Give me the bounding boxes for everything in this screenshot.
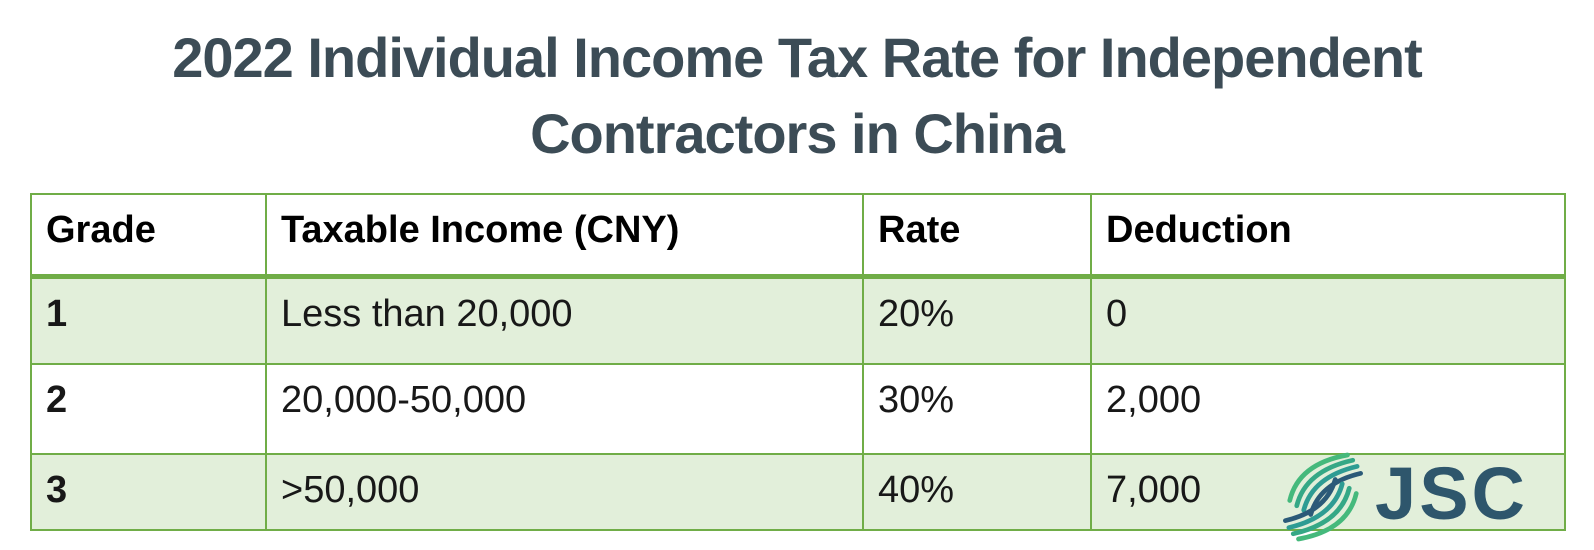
column-header-rate: Rate bbox=[863, 194, 1091, 277]
column-header-grade: Grade bbox=[31, 194, 266, 277]
cell-rate: 20% bbox=[863, 277, 1091, 365]
cell-grade: 3 bbox=[31, 454, 266, 530]
cell-deduction: 7,000 bbox=[1091, 454, 1565, 530]
cell-grade: 2 bbox=[31, 364, 266, 454]
cell-taxable-income: >50,000 bbox=[266, 454, 863, 530]
cell-grade: 1 bbox=[31, 277, 266, 365]
jsc-logo-text: JSC bbox=[1375, 452, 1528, 535]
table-row bbox=[31, 364, 1565, 454]
table-header-row bbox=[31, 194, 1565, 277]
cell-deduction: 2,000 bbox=[1091, 364, 1565, 454]
page-title: 2022 Individual Income Tax Rate for Independent Contractors in China bbox=[172, 26, 1422, 165]
cell-taxable-income: 20,000-50,000 bbox=[266, 364, 863, 454]
jsc-logo bbox=[1279, 448, 1528, 546]
cell-taxable-income: Less than 20,000 bbox=[266, 277, 863, 365]
cell-rate: 30% bbox=[863, 364, 1091, 454]
cell-deduction: 0 bbox=[1091, 277, 1565, 365]
table-row bbox=[31, 277, 1565, 365]
column-header-taxable-income: Taxable Income (CNY) bbox=[266, 194, 863, 277]
jsc-swirl-icon bbox=[1279, 448, 1367, 546]
cell-rate: 40% bbox=[863, 454, 1091, 530]
column-header-deduction: Deduction bbox=[1091, 194, 1565, 277]
